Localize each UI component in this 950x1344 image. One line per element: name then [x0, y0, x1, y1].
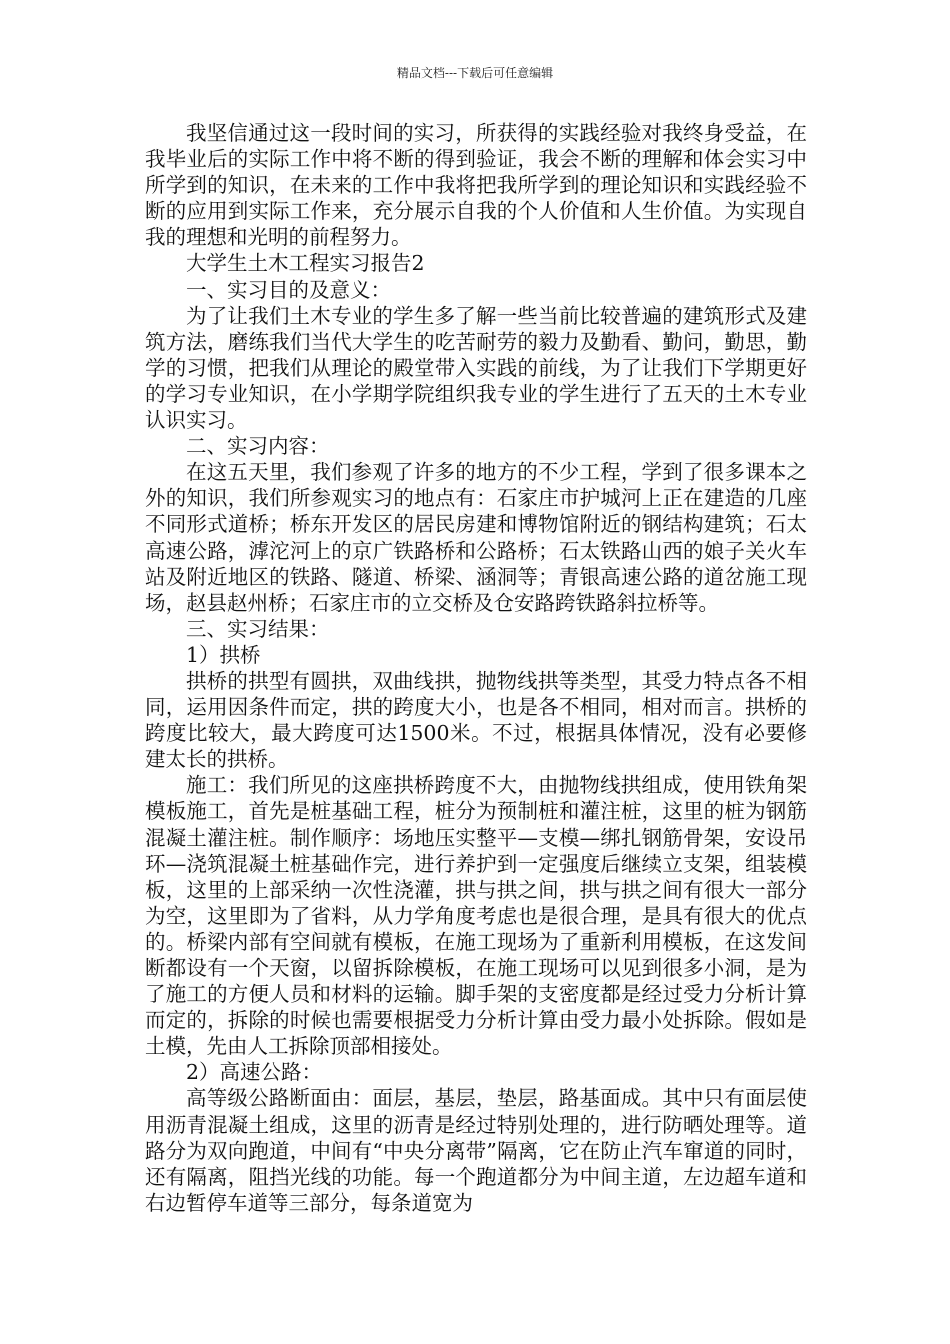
paragraph-construction: 施工：我们所见的这座拱桥跨度不大，由抛物线拱组成，使用铁角架模板施工，首先是桩基础工程，桩分为预制桩和灌注桩，这里的桩为钢筋混凝土灌注桩。制作顺序：场地压实整平—支模—绑扎钢筋骨架，安设吊环—浇筑混凝土桩基础作完，进行养护到一定强度后继续立支架，组装模板，这里的上部采纳一次性浇灌，拱与拱之间，拱与拱之间有很大一部分为空，这里即为了省料，从力学角度考虑也是很合理，是具有很大的优点的。桥梁内部有空间就有模板，在施工现场为了重新利用模板，在这发间断都设有一个天窗，以留拆除模板，在施工现场可以见到很多小洞，是为了施工的方便人员和材料的运输。脚手架的支密度都是经过受力分析计算而定的，拆除的时候也需要根据受力分析计算由受力最小处拆除。假如是土模，先由人工拆除顶部相接处。 [145, 773, 807, 1059]
paragraph-arch-types: 拱桥的拱型有圆拱，双曲线拱，抛物线拱等类型，其受力特点各不相同，运用因条件而定，拱的跨度大小，也是各不相同，相对而言。拱桥的跨度比较大，最大跨度可达1500米。不过，根据具体情况，没有必要修建太长的拱桥。 [145, 668, 807, 772]
page-header: 精品文档---下载后可任意编辑 [396, 66, 554, 80]
paragraph-content: 在这五天里，我们参观了许多的地方的不少工程，学到了很多课本之外的知识，我们所参观实习的地点有：石家庄市护城河上正在建造的几座不同形式道桥；桥东开发区的居民房建和博物馆附近的钢结构建筑；石太高速公路，滹沱河上的京广铁路桥和公路桥；石太铁路山西的娘子关火车站及附近地区的铁路、隧道、桥梁、涵洞等；青银高速公路的道岔施工现场，赵县赵州桥；石家庄市的立交桥及仓安路跨铁路斜拉桥等。 [145, 460, 807, 615]
paragraph-conclusion: 我坚信通过这一段时间的实习，所获得的实践经验对我终身受益，在我毕业后的实际工作中将不断的得到验证，我会不断的理解和体会实习中所学到的知识，在未来的工作中我将把我所学到的理论知识和实践经验不断的应用到实际工作来，充分展示自我的个人价值和人生价值。为实现自我的理想和光明的前程努力。 [145, 121, 807, 250]
section-heading-content: 二、实习内容： [186, 434, 330, 459]
subheading-expressway: 2）高速公路： [186, 1060, 323, 1085]
report-title: 大学生土木工程实习报告2 [186, 251, 425, 276]
paragraph-purpose: 为了让我们土木专业的学生多了解一些当前比较普遍的建筑形式及建筑方法，磨练我们当代大学生的吃苦耐劳的毅力及勤看、勤问，勤思，勤学的习惯，把我们从理论的殿堂带入实践的前线，为了让我们下学期更好的学习专业知识，在小学期学院组织我专业的学生进行了五天的土木专业认识实习。 [145, 303, 807, 433]
document-body [145, 120, 807, 1216]
section-heading-purpose: 一、实习目的及意义： [186, 277, 391, 302]
subheading-arch-bridge: 1）拱桥 [186, 642, 261, 667]
paragraph-expressway: 高等级公路断面由：面层，基层，垫层，路基面成。其中只有面层使用沥青混凝土组成，这里的沥青是经过特别处理的，进行防晒处理等。道路分为双向跑道，中间有“中央分离带”隔离，它在防止汽车窜道的同时，还有隔离，阻挡光线的功能。每一个跑道都分为中间主道，左边超车道和右边暂停车道等三部分，每条道宽为 [145, 1086, 807, 1215]
section-heading-results: 三、实习结果： [186, 616, 330, 641]
